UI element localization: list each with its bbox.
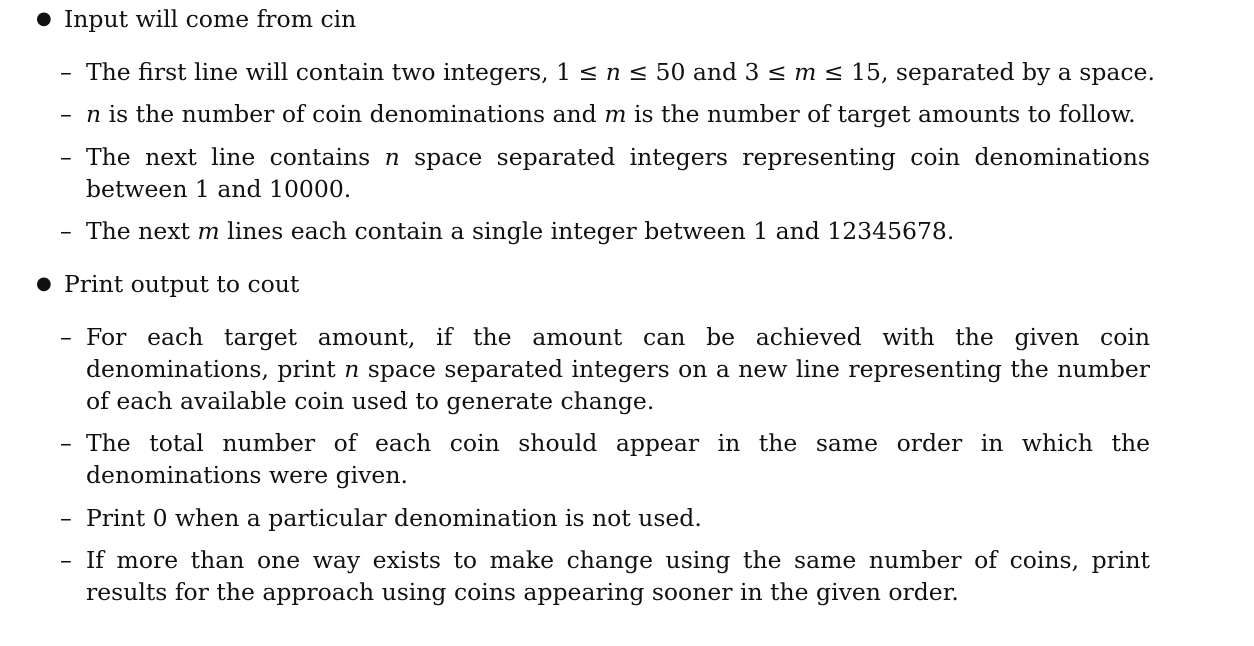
text-run: The total number of each coin should appear in the same order in which the denominations were given.	[86, 429, 1150, 489]
text-run: lines each contain a single integer between 1 and 12345678.	[219, 217, 955, 245]
dash-icon: –	[60, 429, 72, 457]
text-run: ≤ 50 and 3 ≤	[620, 58, 795, 86]
dash-icon: –	[60, 217, 72, 245]
math-var-m: m	[197, 217, 220, 245]
input-section	[36, 3, 1216, 35]
output-item-4-text	[86, 544, 1150, 608]
math-var-n: n	[86, 100, 102, 128]
input-section-heading-row	[36, 3, 1216, 35]
output-item-3-text	[86, 502, 1150, 534]
bullet-dot-icon: ●	[36, 273, 52, 294]
text-run: The first line will contain two integers, 1 ≤	[86, 58, 606, 86]
text-run: For each target amount, if the amount can be achieved with the given coin denominations, print	[86, 323, 1150, 383]
input-item-3-text	[86, 141, 1150, 205]
text-run: is the number of coin denominations and	[101, 100, 605, 128]
dash-icon: –	[60, 100, 72, 128]
text-run: space separated integers representing coin denominations between 1 and 10000.	[86, 143, 1150, 203]
output-section-heading-row	[36, 268, 1216, 300]
text-run: is the number of target amounts to follow.	[626, 100, 1136, 128]
input-item-2-text	[86, 98, 1150, 130]
dash-icon: –	[60, 546, 72, 574]
input-item-1-text	[86, 56, 1155, 88]
dash-icon: –	[60, 58, 72, 86]
text-run: If more than one way exists to make change using the same number of coins, print results for the approach using coins appearing sooner in the given order.	[86, 546, 1150, 606]
dash-icon: –	[60, 143, 72, 171]
text-run: Print 0 when a particular denomination is not used.	[86, 504, 702, 532]
output-section-heading: Print output to cout	[64, 270, 300, 298]
output-item-1-text	[86, 321, 1150, 417]
text-run: ≤ 15, separated by a space.	[816, 58, 1155, 86]
math-var-m: m	[794, 58, 817, 86]
input-item-4-text	[86, 215, 1150, 247]
input-section-heading: Input will come from cin	[64, 5, 357, 33]
text-run: space separated integers on a new line representing the number of each available coin used to generate change.	[86, 355, 1150, 415]
dash-icon: –	[60, 504, 72, 532]
output-section	[36, 268, 1216, 300]
text-run: The next	[86, 217, 198, 245]
math-var-m: m	[604, 100, 627, 128]
text-run: The next line contains	[86, 143, 385, 171]
math-var-n: n	[384, 143, 400, 171]
bullet-dot-icon: ●	[36, 8, 52, 29]
math-var-n: n	[344, 355, 360, 383]
dash-icon: –	[60, 323, 72, 351]
math-var-n: n	[605, 58, 621, 86]
output-item-2-text	[86, 427, 1150, 491]
